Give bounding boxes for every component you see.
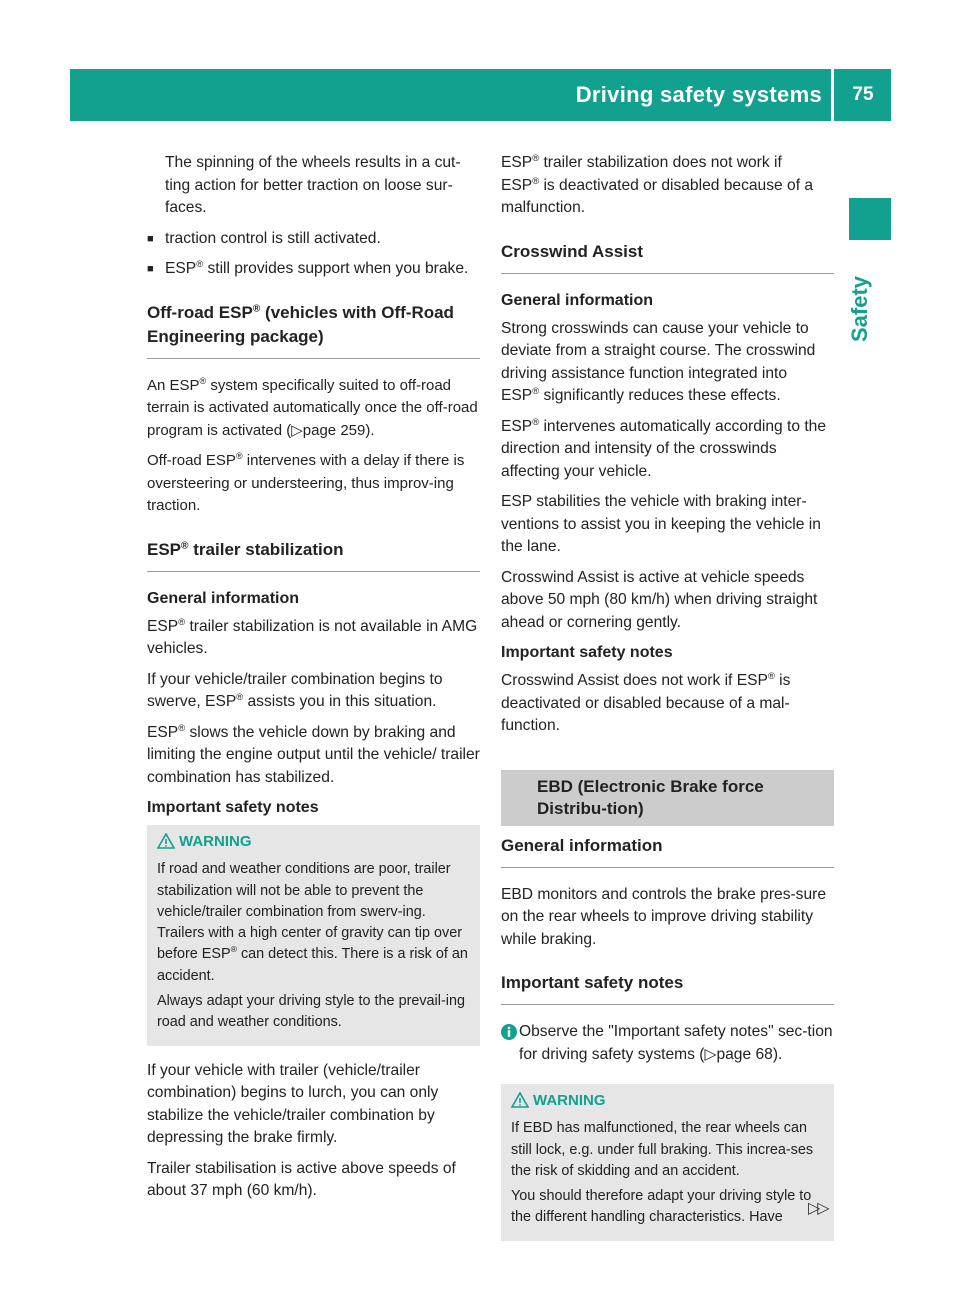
important-safety-notes-subheading: Important safety notes xyxy=(501,644,673,661)
crosswind-paragraph-4: Crosswind Assist is active at vehicle speeds above 50 mph (80 km/h) when driving straight ahead or cornering gently. xyxy=(501,568,818,631)
lurch-paragraph: If your vehicle with trailer (vehicle/trailer combination) begins to lurch, you can only stabilize the vehicle/trailer combination by depressing the brake firmly. xyxy=(147,1061,439,1147)
section-label: Safety xyxy=(847,275,872,342)
warning-box xyxy=(501,1084,834,1241)
trailer-limit-paragraph: ESP® trailer stabilization does not work if ESP® is deactivated or disabled because of a malfunction. xyxy=(501,152,814,216)
crosswind-paragraph-5: Crosswind Assist does not work if ESP® is deactivated or disabled because of a mal-function. xyxy=(501,670,791,734)
offroad-paragraph-2: Off-road ESP® intervenes with a delay if there is oversteering or understeering, thus improv-ing traction. xyxy=(147,451,465,514)
important-safety-notes-subheading: Important safety notes xyxy=(147,799,319,816)
page-reference: page 68). xyxy=(716,1045,783,1063)
general-information-subheading: General information xyxy=(147,589,300,607)
crosswind-paragraph-2: ESP® intervenes automatically according to the direction and intensity of the crosswinds affecting your vehicle. xyxy=(501,416,827,480)
warning-text-2: Always adapt your driving style to the prevail-ing road and weather conditions. xyxy=(157,993,465,1031)
info-note: Observe the "Important safety notes" sec-tion for driving safety systems (▷page 68). xyxy=(501,1021,834,1066)
warning-header: WARNING xyxy=(511,1090,826,1114)
ebd-general-information-heading: General information xyxy=(501,834,834,868)
warning-box xyxy=(147,825,480,1046)
trailer-paragraph-3: ESP® slows the vehicle down by braking and limiting the engine output until the vehicle/ trailer combination has stabilized. xyxy=(147,722,480,786)
trailer-paragraph-2: If your vehicle/trailer combination begins to swerve, ESP® assists you in this situation. xyxy=(147,670,443,710)
page-ref-arrow-icon: ▷ xyxy=(291,421,303,439)
list-item: ■ traction control is still activated. xyxy=(147,228,480,251)
header-divider xyxy=(831,69,834,121)
running-header-title: Driving safety systems xyxy=(575,82,822,107)
crosswind-assist-heading: Crosswind Assist xyxy=(501,240,834,274)
page-ref-arrow-icon: ▷ xyxy=(704,1045,717,1063)
crosswind-paragraph-1: Strong crosswinds can cause your vehicle to deviate from a straight course. The crosswind driving assistance function integrated into ESP® significantly reduces these effects. xyxy=(501,319,816,404)
list-item: ■ ESP® still provides support when you brake. xyxy=(147,258,480,281)
page-number: 75 xyxy=(852,84,874,105)
ebd-warning-text-1: If EBD has malfunctioned, the rear wheels can still lock, e.g. under full braking. This increa-ses the risk of skidding and an accident. xyxy=(511,1120,814,1179)
ebd-warning-text-2: You should therefore adapt your driving style to the different handling characteristics. Have xyxy=(511,1188,812,1226)
trailer-stabilization-heading: ESP® trailer stabilization xyxy=(147,538,480,572)
offroad-esp-heading: Off-road ESP® (vehicles with Off-Road Engineering package) xyxy=(147,301,480,359)
ebd-heading: EBD (Electronic Brake force Distribu-tion) xyxy=(501,770,834,826)
trailer-paragraph-1: ESP® trailer stabilization is not available in AMG vehicles. xyxy=(147,616,478,657)
warning-header: WARNING xyxy=(157,831,472,855)
left-column xyxy=(147,152,480,1211)
bullet-icon: ■ xyxy=(147,232,154,245)
warning-triangle-icon xyxy=(157,833,179,855)
general-information-subheading: General information xyxy=(501,291,654,309)
ebd-paragraph: EBD monitors and controls the brake pres-sure on the rear wheels to improve driving stability while braking. xyxy=(501,885,827,948)
bullet-icon: ■ xyxy=(147,263,154,275)
ebd-important-safety-notes-heading: Important safety notes xyxy=(501,971,834,1005)
crosswind-paragraph-3: ESP stabilities the vehicle with braking inter-ventions to assist you in keeping the vehicle in the lane. xyxy=(501,493,821,555)
section-tab xyxy=(849,198,891,240)
page-reference: page 259). xyxy=(302,421,375,439)
offroad-paragraph-1: An ESP® system specifically suited to off-road terrain is activated automatically once the off-road program is activated (▷page 259). xyxy=(147,375,478,439)
warning-text-1: If road and weather conditions are poor, trailer stabilization will not be able to prevent the vehicle/trailer combination from swerv-ing. Trailers with a high center of gravity can tip over before ESP® can detect this. There is a risk of an accident. xyxy=(157,861,468,984)
info-icon xyxy=(501,1024,517,1040)
continued-arrow-icon: ▷▷ xyxy=(808,1200,827,1217)
warning-triangle-icon xyxy=(511,1092,533,1114)
wheel-spin-text: The spinning of the wheels results in a cut-ting action for better traction on loose sur-faces. xyxy=(165,154,461,216)
speed-paragraph: Trailer stabilisation is active above speeds of about 37 mph (60 km/h). xyxy=(147,1159,456,1200)
right-column xyxy=(501,152,834,1255)
